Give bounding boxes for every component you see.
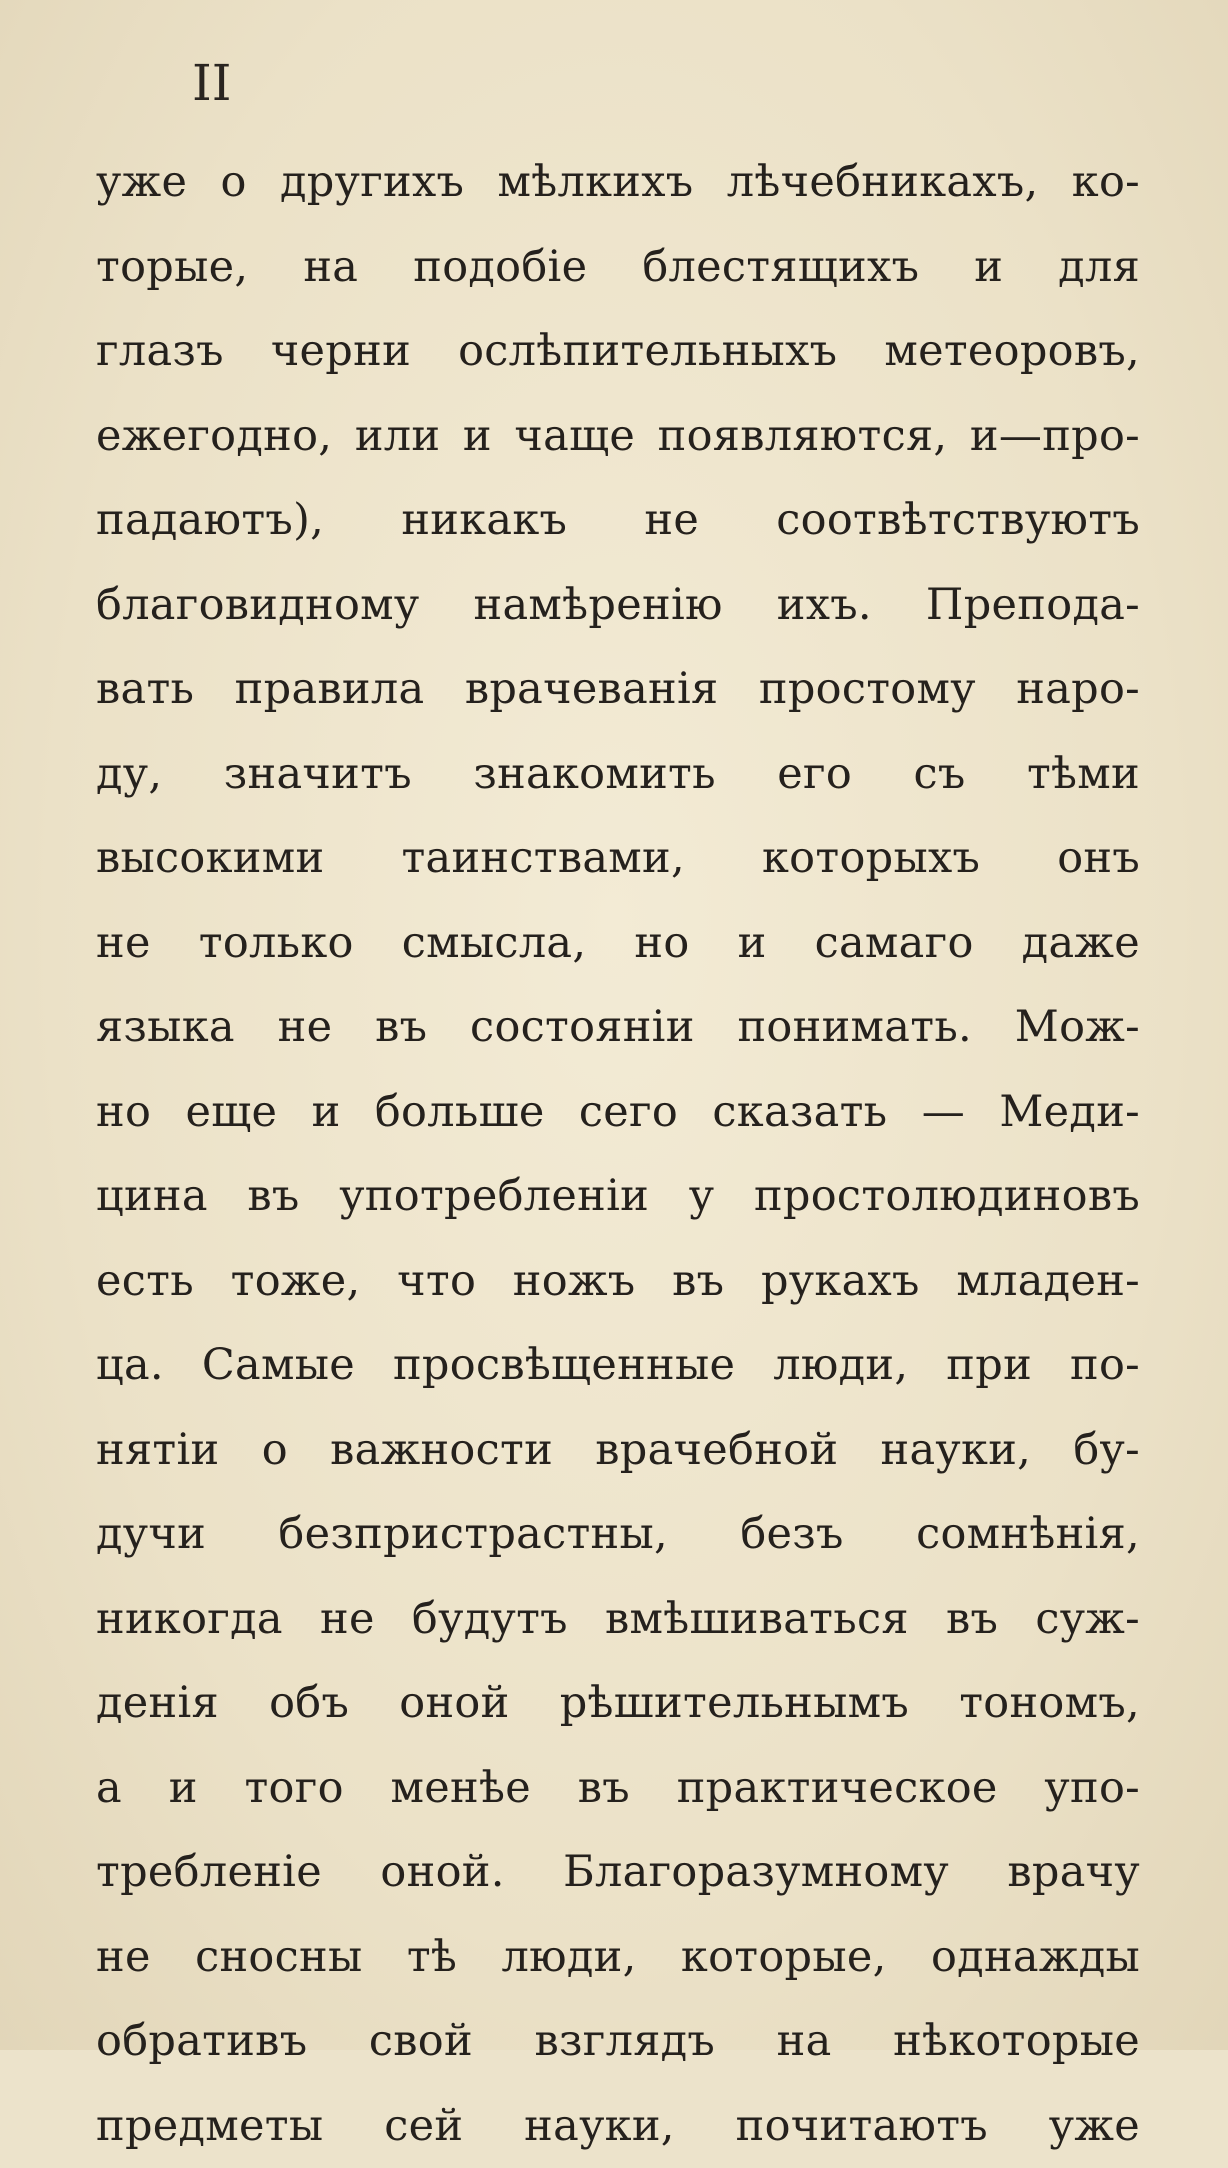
text-line: предметы сей науки, почитаютъ уже (96, 2084, 1140, 2168)
text-line: денія объ оной рѣшительнымъ тономъ, (96, 1661, 1140, 1746)
text-line: благовидному намѣренію ихъ. Препода- (96, 563, 1140, 648)
text-line: не сносны тѣ люди, которые, однажды (96, 1915, 1140, 2000)
text-line: не только смысла, но и самаго даже (96, 901, 1140, 986)
text-line: обративъ свой взглядъ на нѣкоторые (96, 1999, 1140, 2084)
text-line: а и того менѣе въ практическое упо- (96, 1746, 1140, 1831)
text-line: цина въ употребленіи у простолюдиновъ (96, 1154, 1140, 1239)
text-line: требленіе оной. Благоразумному врачу (96, 1830, 1140, 1915)
text-line: языка не въ состояніи понимать. Мож- (96, 985, 1140, 1070)
text-line: падаютъ), никакъ не соотвѣтствуютъ (96, 478, 1140, 563)
text-line: но еще и больше сего сказать — Меди- (96, 1070, 1140, 1155)
text-line: нятіи о важности врачебной науки, бу- (96, 1408, 1140, 1493)
text-line: уже о другихъ мѣлкихъ лѣчебникахъ, ко- (96, 140, 1140, 225)
text-line: глазъ черни ослѣпительныхъ метеоровъ, (96, 309, 1140, 394)
text-line: есть тоже, что ножъ въ рукахъ младен- (96, 1239, 1140, 1324)
text-line: высокими таинствами, которыхъ онъ (96, 816, 1140, 901)
text-line: вать правила врачеванія простому наро- (96, 647, 1140, 732)
body-text (96, 140, 1140, 2168)
text-line: ца. Самые просвѣщенные люди, при по- (96, 1323, 1140, 1408)
text-line: дучи безпристрастны, безъ сомнѣнія, (96, 1492, 1140, 1577)
text-line: торые, на подобіе блестящихъ и для (96, 225, 1140, 310)
text-line: никогда не будутъ вмѣшиваться въ суж- (96, 1577, 1140, 1662)
page-number: II (192, 58, 232, 108)
text-line: ду, значитъ знакомить его съ тѣми (96, 732, 1140, 817)
text-line: ежегодно, или и чаще появляются, и—про- (96, 394, 1140, 479)
